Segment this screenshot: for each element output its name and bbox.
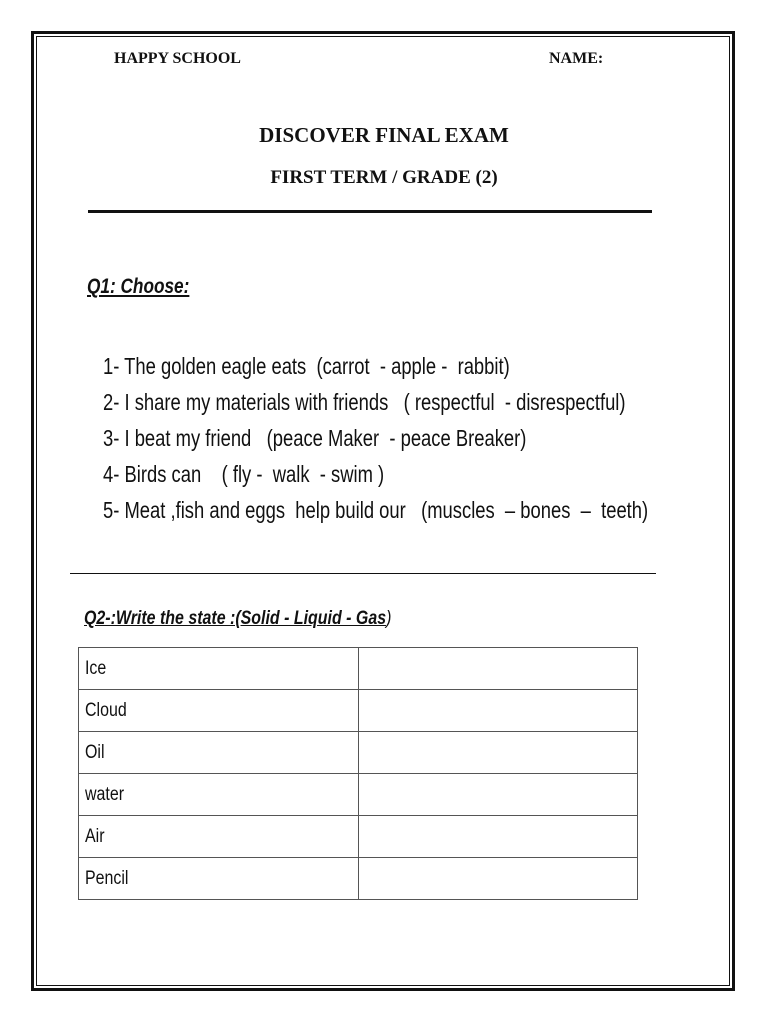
item-cell bbox=[79, 816, 359, 858]
item-label: Air bbox=[85, 825, 105, 847]
q1-heading: Q1: Choose: bbox=[87, 275, 190, 298]
table-row bbox=[79, 774, 638, 816]
item-cell bbox=[79, 648, 359, 690]
q1-question-2: 2- I share my materials with friends ( respectful - disrespectful) bbox=[103, 389, 626, 415]
table-row bbox=[79, 858, 638, 900]
answer-cell[interactable] bbox=[359, 648, 638, 690]
answer-cell[interactable] bbox=[359, 732, 638, 774]
item-label: Pencil bbox=[85, 867, 129, 889]
q1-question-list bbox=[103, 348, 768, 528]
item-label: Ice bbox=[85, 657, 107, 679]
table-row bbox=[79, 816, 638, 858]
q2-heading-close: ) bbox=[386, 608, 392, 629]
q1-question-4: 4- Birds can ( fly - walk - swim ) bbox=[103, 461, 385, 487]
table-row bbox=[79, 732, 638, 774]
item-cell bbox=[79, 858, 359, 900]
item-cell bbox=[79, 774, 359, 816]
answer-cell[interactable] bbox=[359, 816, 638, 858]
q1-question-3: 3- I beat my friend (peace Maker - peace Breaker) bbox=[103, 425, 527, 451]
item-label: Oil bbox=[85, 741, 105, 763]
q1-question-5: 5- Meat ,fish and eggs help build our (muscles – bones – teeth) bbox=[103, 497, 649, 523]
table-row bbox=[79, 690, 638, 732]
q1-question-1: 1- The golden eagle eats (carrot - apple - rabbit) bbox=[103, 353, 510, 379]
answer-cell[interactable] bbox=[359, 690, 638, 732]
table-row bbox=[79, 648, 638, 690]
exam-subtitle: FIRST TERM / GRADE (2) bbox=[270, 167, 498, 188]
item-label: water bbox=[85, 783, 125, 805]
answer-cell[interactable] bbox=[359, 858, 638, 900]
item-cell bbox=[79, 690, 359, 732]
q2-heading bbox=[84, 608, 391, 630]
school-name: HAPPY SCHOOL bbox=[114, 50, 241, 67]
answer-cell[interactable] bbox=[359, 774, 638, 816]
item-cell bbox=[79, 732, 359, 774]
name-label: NAME: bbox=[549, 50, 604, 67]
section-divider bbox=[70, 573, 656, 574]
state-table bbox=[78, 647, 638, 900]
exam-title: DISCOVER FINAL EXAM bbox=[259, 123, 509, 147]
q2-heading-text: Q2-:Write the state :(Solid - Liquid - Gas bbox=[84, 608, 387, 629]
title-divider bbox=[88, 210, 652, 213]
item-label: Cloud bbox=[85, 699, 127, 721]
